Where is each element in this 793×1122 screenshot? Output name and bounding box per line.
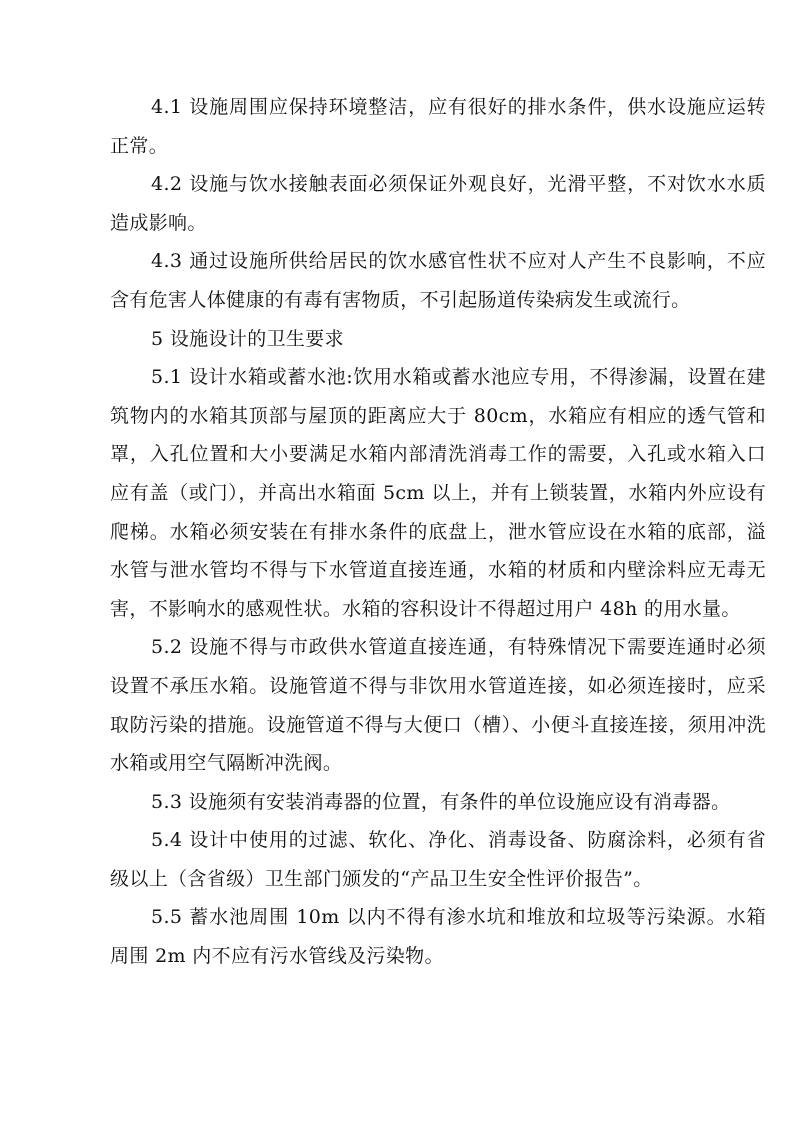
paragraph-4-2: 4.2 设施与饮水接触表面必须保证外观良好，光滑平整，不对饮水水质造成影响。 [110, 173, 766, 234]
paragraph-5-4: 5.4 设计中使用的过滤、软化、净化、消毒设备、防腐涂料，必须有省级以上（含省级）卫生部门颁发的“产品卫生安全性评价报告”。 [110, 829, 766, 890]
paragraph-4-3: 4.3 通过设施所供给居民的饮水感官性状不应对人产生不良影响，不应含有危害人体健康的有毒有害物质，不引起肠道传染病发生或流行。 [110, 250, 766, 311]
section-heading-5: 5 设施设计的卫生要求 [151, 327, 344, 350]
paragraph-5-2: 5.2 设施不得与市政供水管道直接连通，有特殊情况下需要连通时必须设置不承压水箱。设施管道不得与非饮用水管道连接，如必须连接时，应采取防污染的措施。设施管道不得与大便口（槽）、小便斗直接连接，须用冲洗水箱或用空气隔断冲洗阀。 [110, 636, 766, 775]
paragraph-4-1: 4.1 设施周围应保持环境整洁，应有很好的排水条件，供水设施应运转正常。 [110, 96, 766, 157]
paragraph-5-1: 5.1 设计水箱或蓄水池:饮用水箱或蓄水池应专用，不得渗漏，设置在建筑物内的水箱其顶部与屋顶的距离应大于 80cm，水箱应有相应的透气管和罩，入孔位置和大小要满足水箱内部清洗消毒工作的需要，入孔或水箱入口应有盖（或门），并高出水箱面 5cm 以上，并有上锁装置，水箱内外应设有爬梯。水箱必须安装在有排水条件的底盘上，泄水管应设在水箱的底部，溢水管与泄水管均不得与下水管道直接连通，水箱的材质和内壁涂料应无毒无害，不影响水的感观性状。水箱的容积设计不得超过用户 48h 的用水量。 [110, 366, 766, 620]
document-page [110, 88, 766, 976]
paragraph-5-5: 5.5 蓄水池周围 10m 以内不得有渗水坑和堆放和垃圾等污染源。水箱周围 2m 内不应有污水管线及污染物。 [110, 906, 766, 968]
paragraph-5-3: 5.3 设施须有安装消毒器的位置，有条件的单位设施应设有消毒器。 [151, 790, 731, 813]
